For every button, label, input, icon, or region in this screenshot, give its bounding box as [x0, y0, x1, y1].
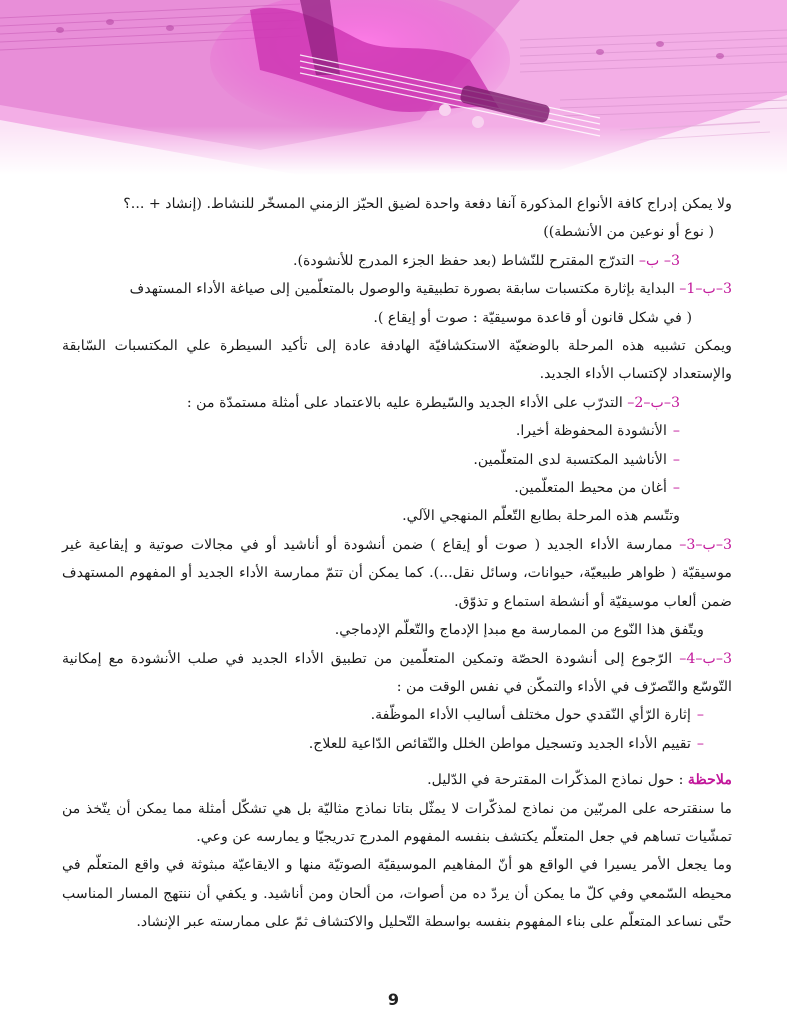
section-heading: 3–ب–2– التدرّب على الأداء الجديد والسّيطرة عليه بالاعتماد على أمثلة مستمدّة من : — [186, 394, 680, 411]
paragraph: ( في شكل قانون أو قاعدة موسيقيّة : صوت أو إيقاع ). — [373, 309, 692, 326]
list-item: –الأناشيد المكتسبة لدى المتعلّمين. — [473, 451, 680, 468]
section-heading: 3–ب–1– البداية بإثارة مكتسبات سابقة بصورة تطبيقية والوصول بالمتعلّمين إلى صياغة الأداء المستهدف — [129, 281, 732, 298]
section-number: 3–ب–1– — [679, 281, 732, 298]
paragraph: ما سنقترحه على المربّين من نماذج لمذكّرات لا يمثّل بتاتا نماذج مثاليّة بل هي تشكّل أمثلة مما يمكن أن يتّخذ من تمشّيات تساهم في جعل المتعلّم يكتشف بنفسه المفهوم المدرج تدريجيّا و يمارسه عن وعي. — [62, 800, 732, 845]
section-number: 3–ب–2– — [627, 394, 680, 411]
header-banner — [0, 0, 787, 175]
section-number: 3–ب–4– — [679, 650, 732, 667]
paragraph: ويمكن تشبيه هذه المرحلة بالوضعيّة الاستكشافيّة الهادفة عادة إلى تأكيد السيطرة علي المكتسبات السّابقة والإستعداد لإكتساب الأداء الجديد. — [62, 338, 732, 383]
paragraph: ولا يمكن إدراج كافة الأنواع المذكورة آنفا دفعة واحدة لضيق الحيّز الزمني المسخّر للنشاط. (إنشاد + ...؟ — [123, 196, 732, 212]
paragraph: ( نوع أو نوعين من الأنشطة)) — [543, 224, 714, 241]
paragraph: ويتّفق هذا النّوع من الممارسة مع مبدإ الإدماج والتّعلّم الإدماجي. — [334, 622, 704, 639]
list-item: –الأنشودة المحفوظة أخيرا. — [515, 423, 680, 440]
page-body — [62, 190, 732, 937]
section-heading: 3– ب– التدرّج المقترح للنّشاط (بعد حفظ الجزء المدرج للأنشودة). — [292, 252, 680, 269]
list-item: –إثارة الرّأي النّقدي حول مختلف أساليب الأداء الموظّفة. — [370, 707, 704, 724]
list-item: –تقييم الأداء الجديد وتسجيل مواطن الخلل والنّقائص الدّاعية للعلاج. — [308, 735, 704, 752]
violin-sheet-music-illustration — [0, 0, 787, 175]
section-heading: 3–ب–4– الرّجوع إلى أنشودة الحصّة وتمكين المتعلّمين من تطبيق الأداء الجديد في صلب الأنشودة مع إمكانية التّوسّع والتّصرّف في الأداء والتمكّن في نفس الوقت من : — [62, 650, 732, 695]
section-heading: 3–ب–3– ممارسة الأداء الجديد ( صوت أو إيقاع ) ضمن أنشودة أو أناشيد أو في مجالات صوتية و إيقاعية غير موسيقيّة ( ظواهر طبيعيّة، حيوانات، وسائل نقل...). كما يمكن أن تتمّ ممارسة الأداء الجديد أو المفهوم المستهدف ضمن ألعاب موسيقيّة أو أنشطة استماع و تذوّق. — [62, 536, 732, 610]
section-number: 3–ب–3– — [679, 536, 732, 553]
paragraph: وما يجعل الأمر يسيرا في الواقع هو أنّ المفاهيم الموسيقيّة الصوتيّة منها و الايقاعيّة مبثوثة في واقع المتعلّم في محيطه السّمعي وفي كلّ ما يمكن أن يردّ ده من أصوات، من ألحان ومن أناشيد. و يكفي أن ننتهج المسار المناسب حتّى نساعد المتعلّم على بناء المفهوم بنفسه بواسطة التّحليل والاكتشاف ثمّ على ممارسته عبر الإنشاد. — [62, 857, 732, 931]
section-number: 3– ب– — [638, 252, 680, 269]
note-heading: ملاحظة : حول نماذج المذكّرات المقترحة في الدّليل. — [427, 772, 732, 789]
page-number: 9 — [387, 990, 400, 1009]
paragraph: وتتّسم هذه المرحلة بطابع التّعلّم المنهجي الآلي. — [402, 508, 680, 525]
list-item: –أغان من محيط المتعلّمين. — [514, 480, 680, 497]
note-label: ملاحظة — [687, 772, 732, 789]
